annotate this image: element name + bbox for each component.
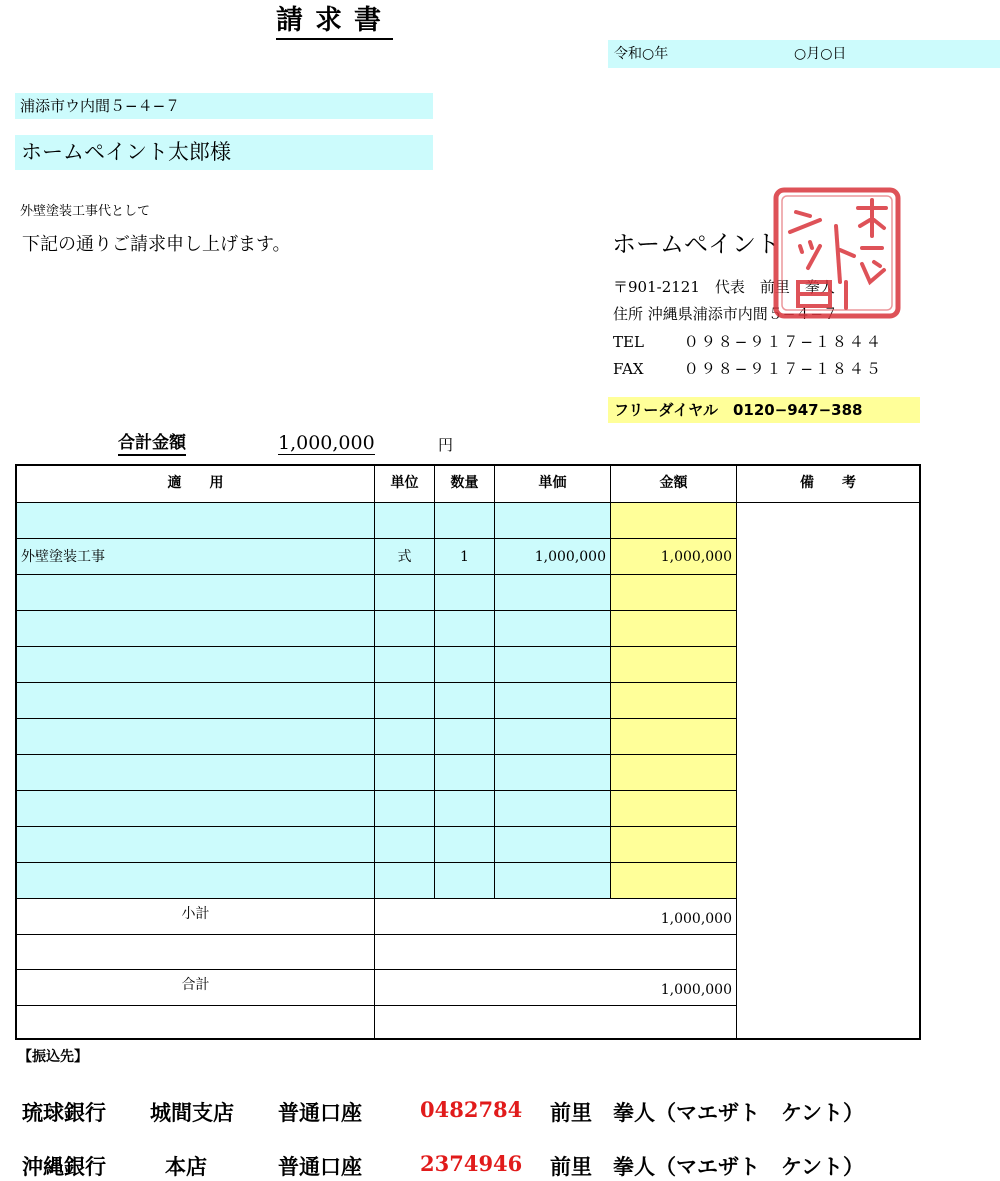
header-description: 適 用 [17, 466, 375, 503]
invoice-table [15, 464, 921, 1040]
item-description [17, 827, 375, 863]
tel-value: ０９８−９１７−１８４４ [683, 333, 883, 351]
bank-heading: 【振込先】 [18, 1049, 88, 1065]
item-amount [611, 575, 737, 611]
item-unit [375, 575, 435, 611]
item-unit: 式 [375, 539, 435, 575]
item-unit [375, 827, 435, 863]
company-address-label: 住所 [613, 305, 644, 323]
item-unit-price [495, 575, 611, 611]
item-quantity [435, 719, 495, 755]
company-fax [613, 358, 883, 379]
item-unit-price [495, 863, 611, 899]
item-amount [611, 611, 737, 647]
item-unit-price [495, 755, 611, 791]
header-quantity: 数量 [435, 466, 495, 503]
blank-summary-left [17, 1006, 375, 1038]
total-amount-unit: 円 [438, 436, 454, 454]
fax-label: FAX [613, 360, 644, 378]
account-number: 0482784 [420, 1097, 523, 1122]
bank-branch: 本店 [165, 1154, 207, 1179]
bank-name: 沖縄銀行 [22, 1154, 106, 1179]
request-text: 下記の通りご請求申し上げます。 [22, 234, 291, 255]
client-address: 浦添市ウ内間５−４−７ [15, 93, 433, 119]
item-unit [375, 647, 435, 683]
item-description [17, 647, 375, 683]
item-unit [375, 791, 435, 827]
item-unit [375, 611, 435, 647]
item-description [17, 863, 375, 899]
freedial-number: フリーダイヤル 0120−947−388 [608, 397, 920, 423]
item-unit-price [495, 683, 611, 719]
item-unit [375, 755, 435, 791]
invoice-subject: 外壁塗装工事代として [20, 204, 151, 219]
item-amount: 1,000,000 [611, 539, 737, 575]
bank-branch: 城間支店 [150, 1100, 234, 1125]
item-unit [375, 719, 435, 755]
item-quantity [435, 827, 495, 863]
date-field [608, 40, 1000, 68]
item-quantity [435, 755, 495, 791]
tax-value [375, 935, 737, 970]
header-amount: 金額 [611, 466, 737, 503]
account-type: 普通口座 [278, 1154, 362, 1179]
company-address-value: 沖縄県浦添市内間５−４−７ [647, 305, 838, 323]
item-description [17, 683, 375, 719]
item-amount [611, 863, 737, 899]
header-unit: 単位 [375, 466, 435, 503]
item-amount [611, 791, 737, 827]
date-month-day: ○月○日 [794, 46, 847, 62]
account-holder: 前里 拳人（マエザト ケント） [550, 1100, 864, 1125]
bank-name: 琉球銀行 [22, 1100, 106, 1125]
item-unit-price [495, 791, 611, 827]
company-tel [613, 331, 883, 352]
tax-label [17, 935, 375, 970]
item-unit [375, 863, 435, 899]
item-unit-price [495, 827, 611, 863]
tel-label: TEL [613, 333, 644, 351]
company-seal-stamp [770, 186, 902, 320]
company-name: ホームペイント [612, 230, 780, 258]
item-amount [611, 503, 737, 539]
header-remarks: 備 考 [737, 466, 919, 503]
account-type: 普通口座 [278, 1100, 362, 1125]
item-quantity: 1 [435, 539, 495, 575]
item-quantity [435, 647, 495, 683]
header-unit-price: 単価 [495, 466, 611, 503]
account-holder: 前里 拳人（マエザト ケント） [550, 1154, 864, 1179]
blank-summary-right [375, 1006, 737, 1038]
bank-account-row [22, 1097, 922, 1127]
item-unit-price: 1,000,000 [495, 539, 611, 575]
date-year: 令和○年 [614, 46, 669, 62]
item-quantity [435, 503, 495, 539]
item-quantity [435, 611, 495, 647]
item-quantity [435, 863, 495, 899]
item-unit-price [495, 647, 611, 683]
document-title: 請求書 [276, 4, 393, 40]
subtotal-value: 1,000,000 [375, 899, 737, 935]
item-quantity [435, 791, 495, 827]
item-unit-price [495, 503, 611, 539]
item-amount [611, 755, 737, 791]
item-unit [375, 683, 435, 719]
total-amount-value: 1,000,000 [278, 432, 375, 454]
item-description [17, 791, 375, 827]
item-description [17, 575, 375, 611]
item-description [17, 503, 375, 539]
remarks-area [737, 503, 919, 1038]
item-quantity [435, 683, 495, 719]
total-amount-label: 合計金額 [118, 432, 186, 456]
item-description [17, 611, 375, 647]
item-unit-price [495, 611, 611, 647]
grand-total-label: 合計 [17, 970, 375, 1006]
item-description [17, 719, 375, 755]
item-description [17, 755, 375, 791]
fax-value: ０９８−９１７−１８４５ [683, 360, 883, 378]
bank-account-row [22, 1151, 922, 1181]
subtotal-label: 小計 [17, 899, 375, 935]
item-description: 外壁塗装工事 [17, 539, 375, 575]
item-unit-price [495, 719, 611, 755]
item-amount [611, 683, 737, 719]
item-amount [611, 719, 737, 755]
company-zip-representative: 〒901-2121 代表 前里 拳人 [613, 278, 835, 296]
account-number: 2374946 [420, 1151, 523, 1176]
client-name: ホームペイント太郎様 [15, 135, 433, 170]
item-unit [375, 503, 435, 539]
grand-total-value: 1,000,000 [375, 970, 737, 1006]
item-amount [611, 647, 737, 683]
item-quantity [435, 575, 495, 611]
item-amount [611, 827, 737, 863]
